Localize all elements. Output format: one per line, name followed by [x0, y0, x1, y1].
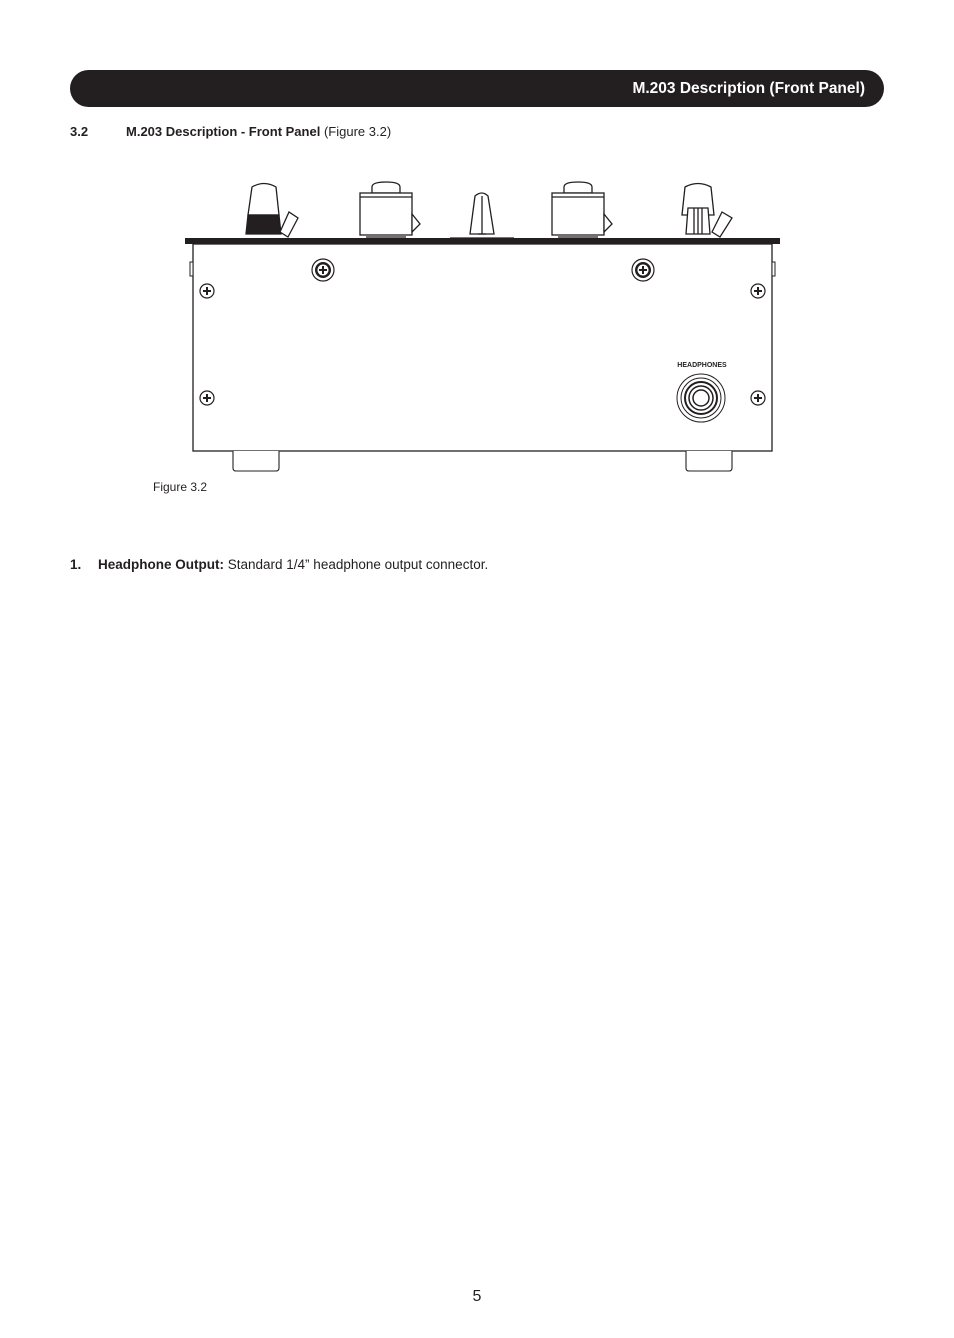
- section-figure-ref: (Figure 3.2): [323, 124, 392, 139]
- foot-left: [233, 451, 279, 471]
- foot-right: [686, 451, 732, 471]
- front-panel-figure: [180, 175, 784, 477]
- front-panel-body: [190, 244, 775, 451]
- section-title-text: M.203 Description - Front Panel: [126, 124, 321, 139]
- page-number: 5: [472, 1288, 482, 1305]
- list-item-number: 1.: [70, 557, 82, 572]
- top-knob-4: [682, 184, 732, 238]
- screw-top-left: [200, 284, 214, 298]
- screw-large-right: [632, 259, 654, 281]
- screw-bottom-right: [751, 391, 765, 405]
- list-item-term: Headphone Output:: [98, 557, 224, 572]
- list-item-description: Standard 1/4” headphone output connector.: [227, 557, 489, 572]
- list-item-text: [98, 556, 488, 573]
- top-knob-3: [552, 182, 612, 237]
- headphone-jack: [677, 374, 725, 422]
- top-knob-2: [360, 182, 420, 237]
- header-bar: [70, 70, 884, 107]
- screw-top-right: [751, 284, 765, 298]
- screw-bottom-left: [200, 391, 214, 405]
- section-title: [126, 124, 391, 140]
- crossfader-cap: [450, 193, 514, 238]
- top-plate: [185, 238, 780, 244]
- top-knob-1: [246, 184, 298, 238]
- section-number: 3.2: [70, 124, 89, 139]
- screw-large-left: [312, 259, 334, 281]
- headphones-label: HEADPHONES: [677, 362, 727, 369]
- figure-caption: Figure 3.2: [153, 480, 208, 494]
- header-title: M.203 Description (Front Panel): [632, 80, 865, 97]
